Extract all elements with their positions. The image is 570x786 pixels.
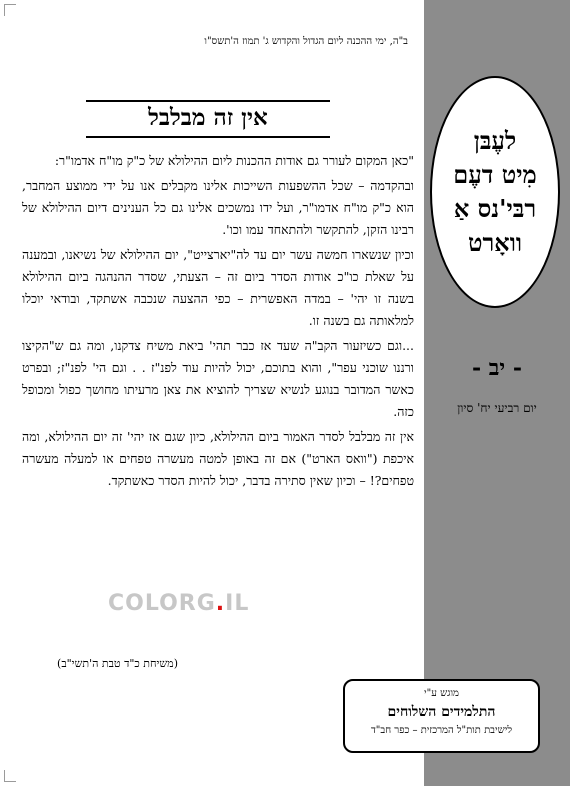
article-title: אין זה מבלבל	[148, 104, 268, 131]
publisher-institution: לישיבת תות"ל המרכזית – כפר חב"ד	[370, 725, 513, 736]
publisher-box	[343, 679, 540, 753]
article-paragraph: ...וגם כשיזעור הקב"ה שעד אז כבר תהי' ביאת משיח צדקנו, ומה גם ש"הקיצו ורננו שוכני עפר", והוא בתוכם, יכול להיות עוד לפנ"ז . . וגם הי' לפנ"ז; ובפרט כאשר המדובר בנוגע לנשיא שצריך להוציא את צאן מרעיתו מחושך כפול ומכופל כזה.	[22, 338, 414, 419]
publication-title-line: מִיט דעֶם	[453, 160, 537, 189]
presented-by-label: מוגש ע"י	[424, 688, 459, 699]
source-citation: (משיחת כ"ד טבת ה'תשי"ב)	[57, 657, 178, 670]
article-paragraph: וכיון שנשארו חמשה עשר יום עד לה"יארצייט", יום ההילולא של נשיאנו, ובמענה על שאלת כו"כ אודות הסדר ביום זה – הצעתי, שסדר ההנהגה ביום ההילולא בשנה זו יהי' – במדה האפשרית – כפי ההצעה שנכבה אשתקד, ובודאי יוכלו למלאותה גם בשנה זו.	[22, 247, 414, 328]
site-watermark: COLORG.IL	[108, 591, 250, 616]
publisher-name: התלמידים השלוחים	[387, 704, 496, 720]
title-rule-top	[86, 100, 330, 102]
article-paragraph: "כאן המקום לעורר גם אודות ההכנות ליום ההילולא של כ"ק מו"ח אדמו"ר:	[54, 153, 414, 168]
crop-mark-bottom-left	[4, 770, 16, 782]
header-date-line: ב"ה, ימי ההכנה ליום הגדול והקדוש ג' תמוז ה'תשס"ו	[204, 36, 408, 47]
title-rule-bottom	[86, 136, 330, 138]
issue-number: - יב -	[472, 355, 522, 381]
crop-mark-top-left	[4, 4, 16, 16]
publication-title-oval	[430, 76, 560, 308]
article-body	[22, 150, 414, 495]
issue-date: יום רביעי יח' סיון	[457, 401, 537, 415]
publication-title-line: וואָרט	[468, 228, 522, 257]
publication-title-line: לעֶבּן	[473, 126, 517, 155]
article-paragraph: אין זה מבלבל לסדר האמור ביום ההילולא, כיון שגם אז יהי' זה יום ההילולא, ומה איכפת ("וואס הארט") אם זה באופן למטה מעשרה טפחים או למעלה מעשרה טפחים?! – וכיון שאין סתירה בדבר, יכול להיות הסדר כאשתקד.	[22, 429, 414, 488]
article-paragraph: ובהקדמה – שכל ההשפעות השייכות אלינו מקבלים אנו על ידי ממוצע המחבר, הוא כ"ק מו"ח אדמו"ר, ועל ידו נמשכים אלינו גם כל הענינים דיום ההילולא של רבינו הזקן, להתקשר ולהתאחד עמו וכו'.	[22, 178, 414, 237]
publication-title-line: רבּי'נס אַ	[453, 194, 537, 223]
